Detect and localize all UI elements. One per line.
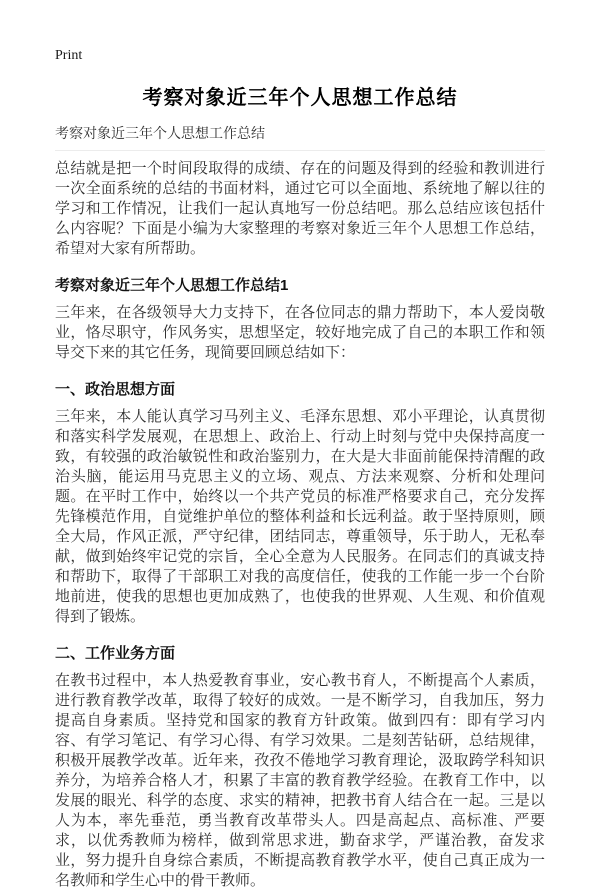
section-heading-1: 考察对象近三年个人思想工作总结1 xyxy=(55,277,289,294)
intro-paragraph: 总结就是把一个时间段取得的成绩、存在的问题及得到的经验和教训进行一次全面系统的总结的书面材料，通过它可以全面地、系统地了解以往的学习和工作情况，让我们一起认真地写一份总结吧。那么总结应该包括什么内容呢？下面是小编为大家整理的考察对象近三年个人思想工作总结，希望对大家有所帮助。 xyxy=(55,160,545,257)
section-paragraph-1: 三年来，在各级领导大力支持下，在各位同志的鼎力帮助下，本人爱岗敬业，恪尽职守，作风务实，思想坚定，较好地完成了自己的本职工作和领导交下来的其它任务，现简要回顾总结如下： xyxy=(55,304,545,361)
page-title: 考察对象近三年个人思想工作总结 xyxy=(142,87,458,109)
article-subtitle: 考察对象近三年个人思想工作总结 xyxy=(55,125,265,141)
section-heading-3: 二、工作业务方面 xyxy=(55,645,176,662)
header-divider xyxy=(55,150,545,151)
print-button[interactable]: Print xyxy=(55,48,83,63)
section-heading-2: 一、政治思想方面 xyxy=(55,381,176,398)
section-paragraph-2: 三年来，本人能认真学习马列主义、毛泽东思想、邓小平理论，认真贯彻和落实科学发展观，在思想上、政治上、行动上时刻与党中央保持高度一致，有较强的政治敏锐性和政治鉴别力，在大是大非面前能保持清醒的政治头脑，能运用马克思主义的立场、观点、方法来观察、分析和处理问题。在平时工作中，始终以一个共产党员的标准严格要求自己，充分发挥先锋模范作用，自觉维护单位的整体利益和长远利益。敢于坚持原则，顾全大局，作风正派，严守纪律，团结同志，尊重领导，乐于助人，无私奉献，做到始终牢记党的宗旨，全心全意为人民服务。在同志们的真诚支持和帮助下，取得了干部职工对我的高度信任，使我的工作能一步一个台阶地前进，使我的思想也更加成熟了，也使我的世界观、人生观、和价值观得到了锻炼。 xyxy=(55,408,545,625)
section-paragraph-3: 在教书过程中，本人热爱教育事业，安心教书育人，不断提高个人素质，进行教育教学改革，取得了较好的成效。一是不断学习，自我加压，努力提高自身素质。坚持党和国家的教育方针政策。做到四有：即有学习内容、有学习笔记、有学习心得、有学习效果。二是刻苦钻研，总结规律，积极开展教学改革。近年来，孜孜不倦地学习教育理论，汲取跨学科知识养分，为培养合格人才，积累了丰富的教育教学经验。在教育工作中，以发展的眼光、科学的态度、求实的精神，把教书育人结合在一起。三是以人为本，率先垂范，勇当教育改革带头人。四是高起点、高标准、严要求，以优秀教师为榜样，做到常思求进，勤奋求学，严谨治教，奋发求业，努力提升自身综合素质，不断提高教育教学水平，使自己真正成为一名教师和学生心中的骨干教师。 xyxy=(55,672,545,889)
